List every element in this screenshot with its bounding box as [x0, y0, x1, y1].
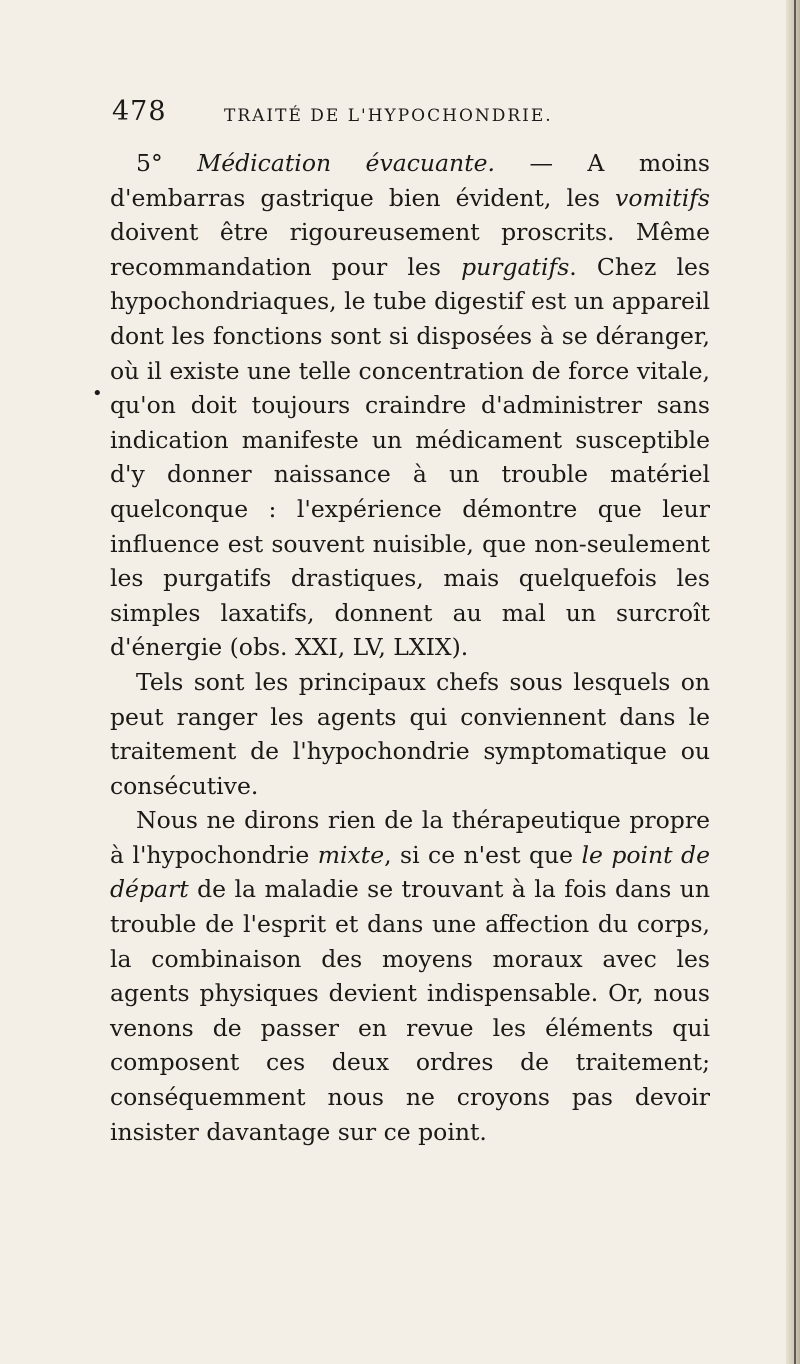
- emphasis-vomitifs: vomitifs: [615, 183, 710, 212]
- margin-mark: •: [92, 383, 103, 404]
- paragraph-text: , si ce n'est que: [384, 840, 582, 869]
- emphasis-point-de-depart: le point de départ: [110, 840, 710, 904]
- page-edge-line: [794, 0, 796, 1364]
- paragraph-text: Nous ne dirons rien de la thérapeutique propre à l'hypochondrie: [110, 806, 710, 869]
- body-text: [110, 146, 710, 1149]
- page-number: 478: [112, 96, 167, 127]
- section-heading: Médication évacuante.: [197, 149, 496, 177]
- paragraph-text: — A moins d'embarras gastrique bien évident, les: [110, 149, 710, 212]
- paragraph-hypochondrie-mixte: [110, 803, 710, 1149]
- paragraph-text: de la maladie se trouvant à la fois dans un trouble de l'esprit et dans une affection du corps, la combinaison des moyens moraux avec les agents physiques devient indispensable. Or, nous venons de passer en revue les éléments qui composent ces deux ordres de traitement; conséquemment nous ne croyons pas devoir insister davantage sur ce point.: [110, 875, 710, 1146]
- paragraph-text: . Chez les hypochondriaques, le tube digestif est un appareil dont les fonctions sont si disposées à se déranger, où il existe une telle concentration de force vitale, qu'on doit toujours craindre d'administrer sans indication manifeste un médicament susceptible d'y donner naissance à un trouble matériel quelconque : l'expérience démontre que leur influence est souvent nuisible, que non-seulement les purgatifs drastiques, mais quelquefois les simples laxatifs, donnent au mal un surcroît d'énergie (obs. XXI, LV, LXIX).: [110, 252, 710, 662]
- emphasis-purgatifs: purgatifs: [461, 252, 570, 281]
- paragraph-text: doivent être rigoureusement proscrits. Même recommandation pour les: [110, 218, 710, 281]
- paragraph-summary: Tels sont les principaux chefs sous lesquels on peut ranger les agents qui conviennent dans le traitement de l'hypochondrie symptomatique ou consécutive.: [110, 667, 710, 800]
- emphasis-mixte: mixte: [317, 840, 385, 869]
- page-header: [112, 96, 752, 136]
- paragraph-medication-evacuante: [110, 146, 710, 665]
- section-number: 5°: [136, 149, 198, 177]
- running-title: TRAITÉ DE L'HYPOCHONDRIE.: [224, 106, 553, 126]
- page-edge: [786, 0, 800, 1364]
